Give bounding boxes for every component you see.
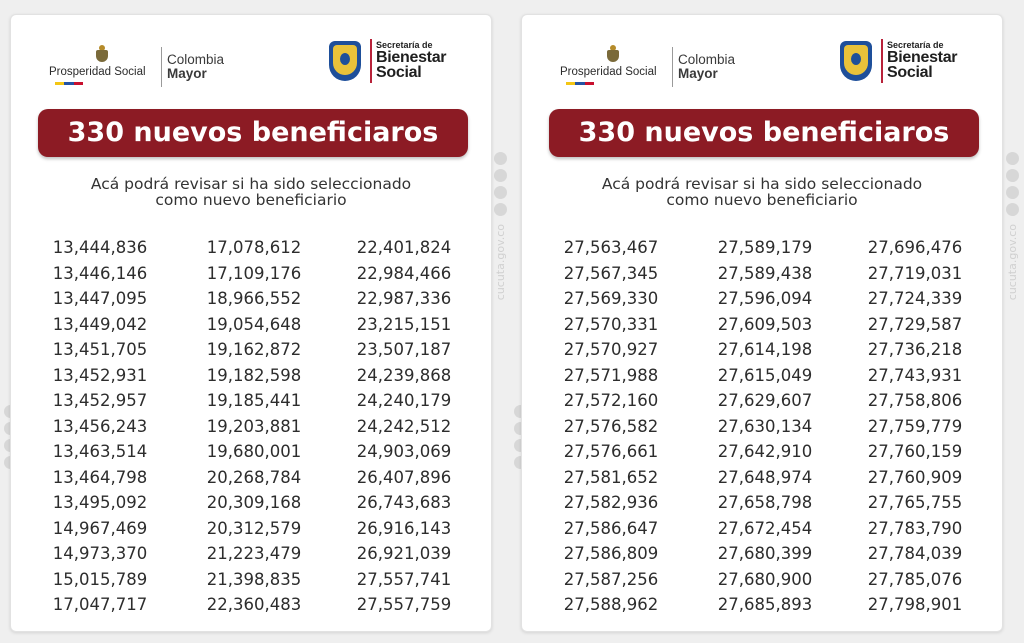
id-number: 27,557,759 <box>356 595 452 614</box>
id-number: 14,967,469 <box>52 518 148 538</box>
beneficiaries-panel-left <box>10 14 492 632</box>
id-number: 26,921,039 <box>356 544 452 563</box>
id-number: 13,464,798 <box>52 467 148 487</box>
watermark-text: cucuta.gov.co <box>493 224 507 301</box>
colombia-text: Colombia <box>167 52 225 67</box>
logo-divider <box>672 47 673 87</box>
prosperidad-social-logo <box>560 45 672 95</box>
id-number: 14,973,370 <box>52 544 148 563</box>
beneficiaries-panel-right <box>521 14 1003 632</box>
id-number: 27,672,454 <box>717 518 813 538</box>
id-number: 23,215,151 <box>356 314 452 334</box>
id-number: 26,743,683 <box>356 493 452 512</box>
id-number: 27,572,160 <box>563 391 659 410</box>
id-number: 17,109,176 <box>206 263 302 283</box>
id-number: 19,162,872 <box>206 340 302 359</box>
id-number: 27,759,779 <box>867 416 963 436</box>
logo-divider <box>161 47 162 87</box>
id-number: 22,987,336 <box>356 289 452 308</box>
id-number: 27,760,909 <box>867 467 963 487</box>
id-number: 22,360,483 <box>206 595 302 614</box>
id-number: 27,587,256 <box>563 569 659 589</box>
id-number: 20,268,784 <box>206 467 302 487</box>
id-number: 27,785,076 <box>867 569 963 589</box>
id-number: 27,680,399 <box>717 544 813 563</box>
id-column-2 <box>690 235 840 618</box>
id-number: 24,242,512 <box>356 416 452 436</box>
id-number: 27,563,467 <box>563 238 659 257</box>
logo-divider-red <box>881 39 883 83</box>
id-number: 17,078,612 <box>206 238 302 257</box>
id-number: 27,758,806 <box>867 391 963 410</box>
id-number: 27,567,345 <box>563 263 659 283</box>
id-number: 27,576,661 <box>563 442 659 461</box>
secretaria-text: Secretaría de <box>376 40 433 50</box>
secretaria-text: Secretaría de <box>887 40 944 50</box>
id-number: 27,685,893 <box>717 595 813 614</box>
logo-divider-red <box>370 39 372 83</box>
id-number: 27,614,198 <box>717 340 813 359</box>
id-number: 24,239,868 <box>356 365 452 385</box>
id-number: 27,642,910 <box>717 442 813 461</box>
bienestar-social-logo <box>376 40 446 80</box>
id-number: 22,401,824 <box>356 238 452 257</box>
bienestar-text: Bienestar <box>376 49 447 66</box>
bienestar-social-logo <box>887 40 957 80</box>
id-number: 27,648,974 <box>717 467 813 487</box>
id-number: 27,719,031 <box>867 263 963 283</box>
id-number: 19,203,881 <box>206 416 302 436</box>
watermark-right-edge <box>1002 152 1022 382</box>
id-number: 21,398,835 <box>206 569 302 589</box>
id-number: 27,784,039 <box>867 544 963 563</box>
id-number: 22,984,466 <box>356 263 452 283</box>
id-number: 27,586,809 <box>563 544 659 563</box>
id-column-3 <box>840 235 990 618</box>
id-number: 24,240,179 <box>356 391 452 410</box>
id-number: 17,047,717 <box>52 595 148 614</box>
subtitle-line-2: como nuevo beneficiario <box>666 191 858 209</box>
subtitle <box>522 176 1002 208</box>
id-number: 13,449,042 <box>52 314 148 334</box>
id-number: 27,696,476 <box>867 238 963 257</box>
id-number: 27,783,790 <box>867 518 963 538</box>
id-number: 13,463,514 <box>52 442 148 461</box>
id-number: 27,680,900 <box>717 569 813 589</box>
colombia-mayor-logo <box>167 53 224 81</box>
id-number: 21,223,479 <box>206 544 302 563</box>
id-number: 13,495,092 <box>52 493 148 512</box>
id-number: 13,452,931 <box>52 365 148 385</box>
id-column-1 <box>25 235 175 618</box>
watermark-middle <box>490 152 510 382</box>
mayor-text: Mayor <box>678 66 718 81</box>
id-column-1 <box>536 235 686 618</box>
id-number: 19,182,598 <box>206 365 302 385</box>
logo-bar <box>522 40 1002 95</box>
id-number: 27,588,962 <box>563 595 659 614</box>
id-number: 27,582,936 <box>563 493 659 512</box>
id-number: 27,570,927 <box>563 340 659 359</box>
title-banner: 330 nuevos beneficiaros <box>549 109 979 157</box>
social-text: Social <box>887 64 933 81</box>
id-number: 27,630,134 <box>717 416 813 436</box>
department-seal-icon <box>329 41 361 81</box>
id-number: 23,507,187 <box>356 340 452 359</box>
colombian-crest-icon <box>606 45 620 63</box>
id-number: 27,658,798 <box>717 493 813 512</box>
logo-bar <box>11 40 491 95</box>
prosperidad-social-text: Prosperidad Social <box>49 66 146 78</box>
id-number: 19,185,441 <box>206 391 302 410</box>
id-number: 19,680,001 <box>206 442 302 461</box>
colombia-text: Colombia <box>678 52 736 67</box>
subtitle <box>11 176 491 208</box>
id-number: 26,916,143 <box>356 518 452 538</box>
id-column-3 <box>329 235 479 618</box>
id-number: 13,447,095 <box>52 289 148 308</box>
id-number: 13,446,146 <box>52 263 148 283</box>
id-number: 27,569,330 <box>563 289 659 308</box>
id-number: 27,798,901 <box>867 595 963 614</box>
subtitle-line-2: como nuevo beneficiario <box>155 191 347 209</box>
id-number: 27,629,607 <box>717 391 813 410</box>
id-number: 27,586,647 <box>563 518 659 538</box>
bienestar-text: Bienestar <box>887 49 958 66</box>
id-number: 13,444,836 <box>52 238 148 257</box>
prosperidad-social-text: Prosperidad Social <box>560 66 657 78</box>
id-number: 27,581,652 <box>563 467 659 487</box>
id-number: 27,615,049 <box>717 365 813 385</box>
id-number: 20,312,579 <box>206 518 302 538</box>
id-number-grid <box>11 235 491 621</box>
id-number: 27,576,582 <box>563 416 659 436</box>
id-number: 13,451,705 <box>52 340 148 359</box>
social-text: Social <box>376 64 422 81</box>
colombian-crest-icon <box>95 45 109 63</box>
id-number: 27,589,179 <box>717 238 813 257</box>
id-number: 13,456,243 <box>52 416 148 436</box>
id-number: 24,903,069 <box>356 442 452 461</box>
id-number: 13,452,957 <box>52 391 148 410</box>
id-number: 27,589,438 <box>717 263 813 283</box>
subtitle-line-1: Acá podrá revisar si ha sido seleccionado <box>601 175 923 193</box>
flag-stripe <box>566 82 594 85</box>
flag-stripe <box>55 82 83 85</box>
id-number: 27,729,587 <box>867 314 963 334</box>
mayor-text: Mayor <box>167 66 207 81</box>
prosperidad-social-logo <box>49 45 161 95</box>
id-number: 27,724,339 <box>867 289 963 308</box>
id-number: 27,743,931 <box>867 365 963 385</box>
department-seal-icon <box>840 41 872 81</box>
id-number: 27,765,755 <box>867 493 963 512</box>
id-number: 27,736,218 <box>867 340 963 359</box>
id-number: 27,760,159 <box>867 442 963 461</box>
id-column-2 <box>179 235 329 618</box>
id-number: 20,309,168 <box>206 493 302 512</box>
subtitle-line-1: Acá podrá revisar si ha sido seleccionado <box>90 175 412 193</box>
colombia-mayor-logo <box>678 53 735 81</box>
id-number: 27,571,988 <box>563 365 659 385</box>
watermark-text: cucuta.gov.co <box>1005 224 1019 301</box>
id-number: 27,570,331 <box>563 314 659 334</box>
id-number: 27,609,503 <box>717 314 813 334</box>
id-number: 18,966,552 <box>206 289 302 308</box>
id-number: 27,596,094 <box>717 289 813 308</box>
title-banner: 330 nuevos beneficiaros <box>38 109 468 157</box>
id-number: 19,054,648 <box>206 314 302 334</box>
id-number: 26,407,896 <box>356 467 452 487</box>
id-number-grid <box>522 235 1002 621</box>
id-number: 15,015,789 <box>52 569 148 589</box>
id-number: 27,557,741 <box>356 569 452 589</box>
